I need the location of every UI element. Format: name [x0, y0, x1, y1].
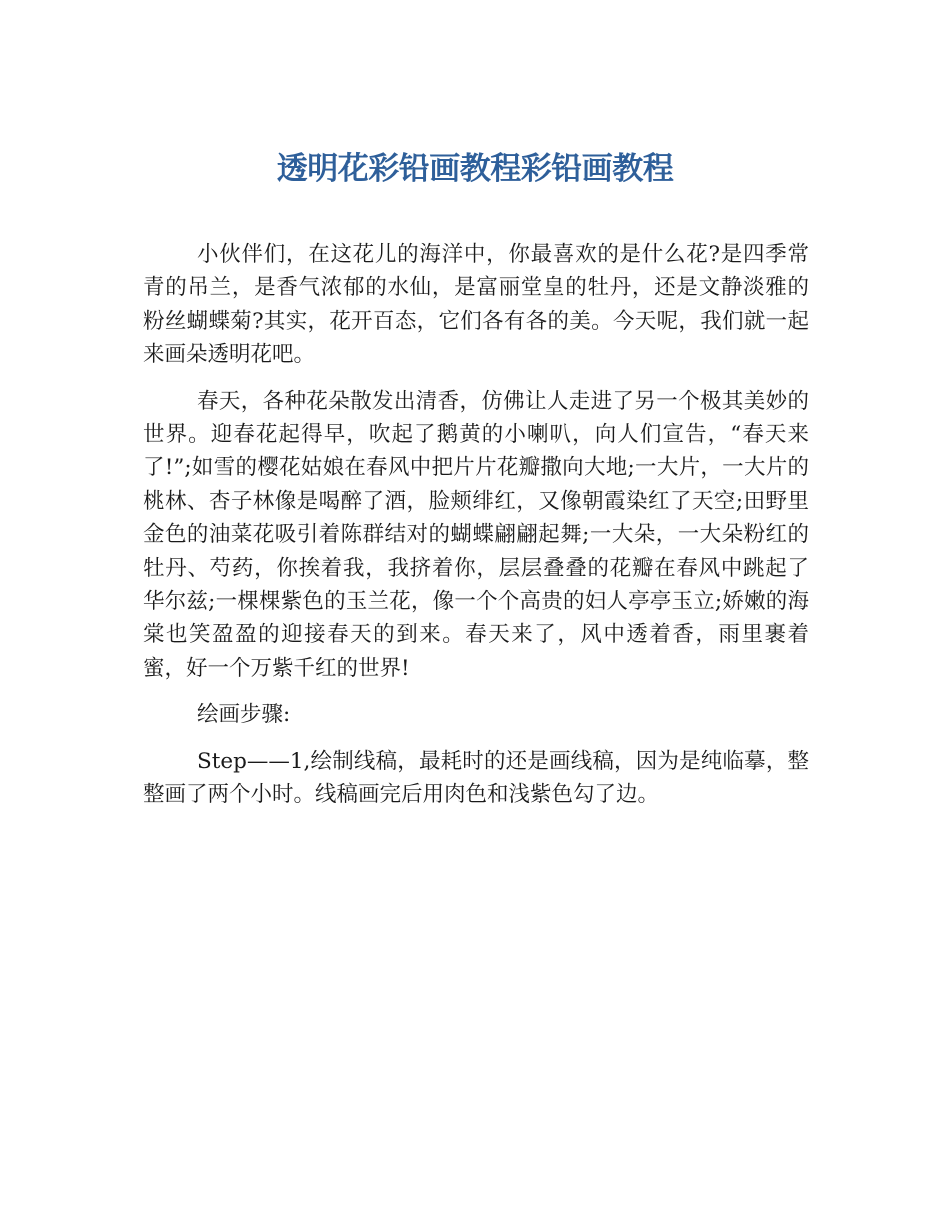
paragraph-steps-heading: 绘画步骤:	[197, 702, 291, 728]
document-title: 透明花彩铅画教程彩铅画教程	[276, 151, 674, 187]
paragraph-intro: 小伙伴们，在这花儿的海洋中，你最喜欢的是什么花?是四季常青的吊兰，是香气浓郁的水仙，是富丽堂皇的牡丹，还是文静淡雅的粉丝蝴蝶菊?其实，花开百态，它们各有各的美。今天呢，我们就一起来画朵透明花吧。	[143, 242, 809, 368]
document-body	[143, 238, 809, 812]
paragraph-spring: 春天，各种花朵散发出清香，仿佛让人走进了另一个极其美妙的世界。迎春花起得早，吹起了鹅黄的小喇叭，向人们宣告，“春天来了!”;如雪的樱花姑娘在春风中把片片花瓣撒向大地;一大片，一大片的桃林、杏子林像是喝醉了酒，脸颊绯红，又像朝霞染红了天空;田野里金色的油菜花吸引着陈群结对的蝴蝶翩翩起舞;一大朵，一大朵粉红的牡丹、芍药，你挨着我，我挤着你，层层叠叠的花瓣在春风中跳起了华尔兹;一棵棵紫色的玉兰花，像一个个高贵的妇人亭亭玉立;娇嫩的海棠也笑盈盈的迎接春天的到来。春天来了，风中透着香，雨里裹着蜜，好一个万紫千红的世界!	[143, 388, 809, 681]
paragraph-step-1: Step——1,绘制线稿，最耗时的还是画线稿，因为是纯临摹，整整画了两个小时。线稿画完后用肉色和浅紫色勾了边。	[143, 748, 809, 808]
